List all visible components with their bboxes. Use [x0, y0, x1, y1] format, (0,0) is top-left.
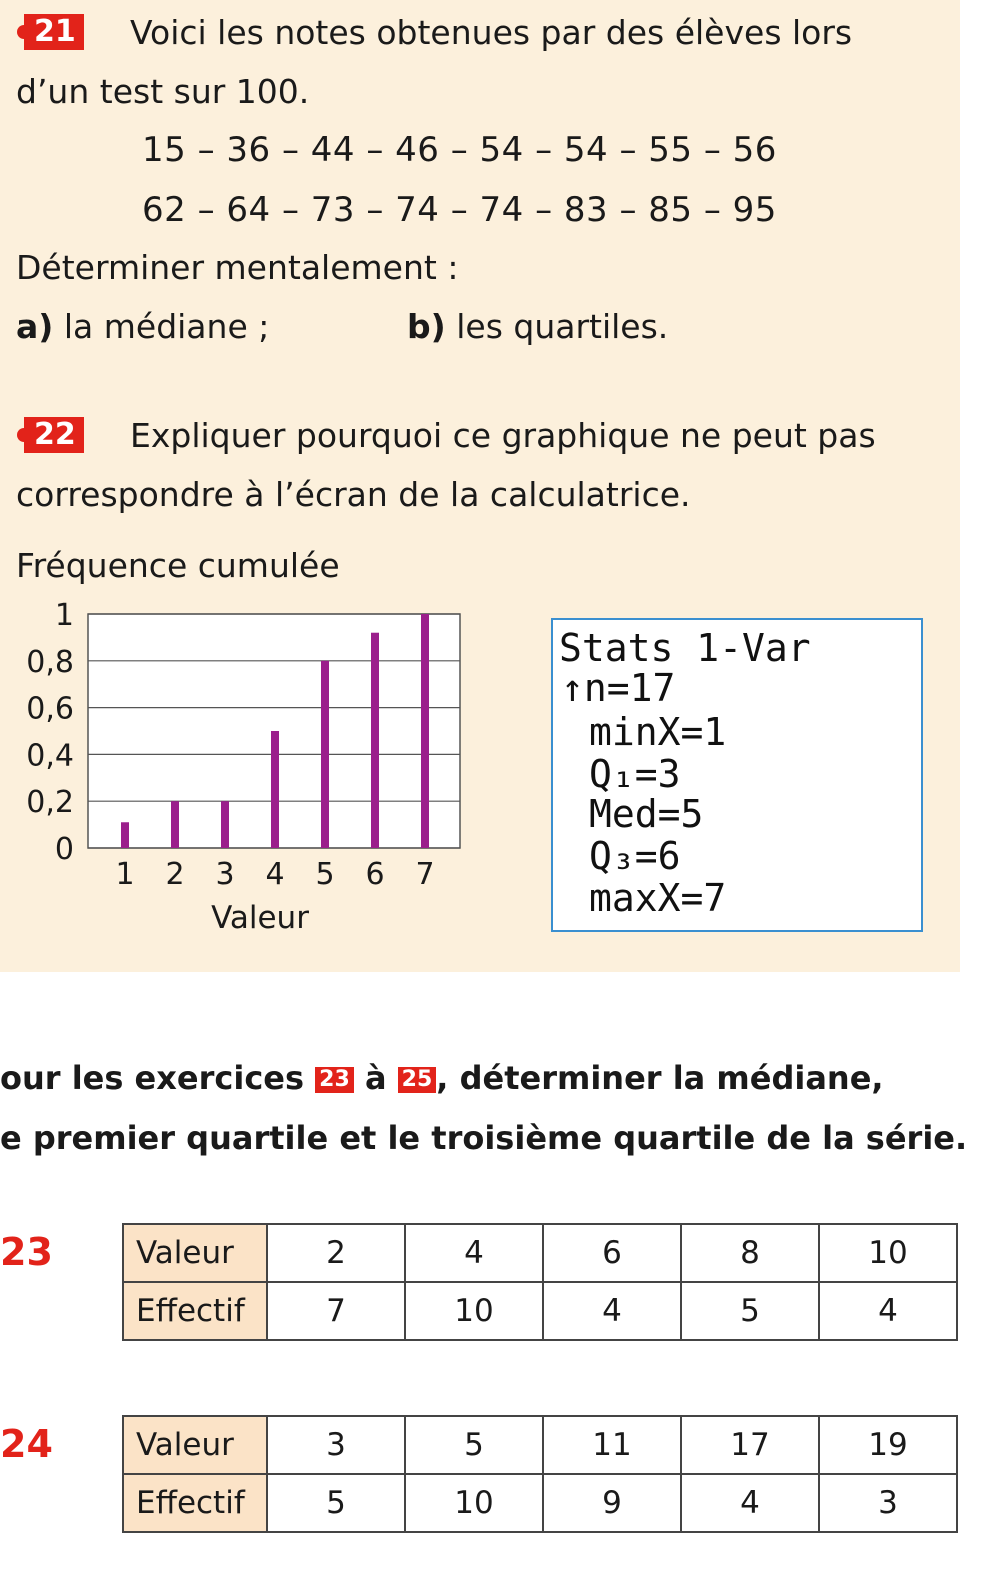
table-cell: 5 — [267, 1474, 405, 1532]
ex24-table — [122, 1415, 958, 1533]
calc-title: Stats 1-Var — [559, 626, 811, 670]
table-row — [123, 1416, 957, 1474]
table-cell: 10 — [405, 1474, 543, 1532]
table-cell: 5 — [405, 1416, 543, 1474]
table-cell: 9 — [543, 1474, 681, 1532]
x-tick-label: 7 — [415, 857, 435, 892]
item-b-text: les quartiles. — [456, 307, 669, 346]
y-tick-label: 0,4 — [26, 738, 74, 774]
table-cell: 17 — [681, 1416, 819, 1474]
table-cell: 4 — [819, 1282, 957, 1340]
x-tick-label: 3 — [215, 857, 235, 892]
item-a-text: la médiane ; — [63, 307, 270, 346]
ex22-line1: Expliquer pourquoi ce graphique ne peut pas — [130, 416, 876, 455]
ex21-intro-line2: d’un test sur 100. — [16, 72, 310, 111]
ex21-instruction: Déterminer mentalement : — [16, 248, 459, 287]
table-cell: 2 — [267, 1224, 405, 1282]
y-tick-label: 0,6 — [26, 691, 74, 727]
table-cell: 7 — [267, 1282, 405, 1340]
ex21-series-line1: 15 – 36 – 44 – 46 – 54 – 54 – 55 – 56 — [142, 130, 777, 170]
chart-title: Fréquence cumulée — [16, 546, 340, 585]
calc-line-minx: minX=1 — [589, 710, 727, 754]
table-cell: 5 — [681, 1282, 819, 1340]
table-cell: 3 — [819, 1474, 957, 1532]
table-cell: 4 — [543, 1282, 681, 1340]
exercise-23-number: 23 — [0, 1230, 53, 1274]
calculator-screen — [551, 618, 923, 932]
table-cell: 3 — [267, 1416, 405, 1474]
exercise-22-badge: 22 — [24, 417, 84, 453]
section-between: à — [364, 1059, 387, 1097]
item-a-label: a) — [16, 307, 54, 346]
table-cell: 4 — [405, 1224, 543, 1282]
x-tick-label: 6 — [365, 857, 385, 892]
ex21-intro-line1: Voici les notes obtenues par des élèves lors — [130, 13, 853, 52]
calc-line-maxx: maxX=7 — [589, 876, 727, 920]
bar — [371, 633, 379, 848]
x-tick-label: 5 — [315, 857, 335, 892]
table-row — [123, 1224, 957, 1282]
item-b-label: b) — [407, 307, 446, 346]
ex21-series-line2: 62 – 64 – 73 – 74 – 74 – 83 – 85 – 95 — [142, 190, 777, 230]
y-tick-label: 1 — [54, 598, 74, 633]
calc-line-q3: Q₃=6 — [589, 834, 681, 878]
x-tick-label: 2 — [165, 857, 185, 892]
bar — [271, 731, 279, 848]
ex22-line2: correspondre à l’écran de la calculatrice. — [16, 475, 691, 514]
bar — [321, 661, 329, 848]
ex23-table — [122, 1223, 958, 1341]
table-cell: 6 — [543, 1224, 681, 1282]
table-cell: 10 — [819, 1224, 957, 1282]
ex21-item-b — [407, 307, 668, 347]
section-instruction-line1 — [0, 1058, 884, 1098]
table-header-cell: Effectif — [123, 1474, 267, 1532]
calc-line-med: Med=5 — [589, 792, 704, 836]
table-header-cell: Valeur — [123, 1224, 267, 1282]
section-instruction-line2: e premier quartile et le troisième quartile de la série. — [0, 1119, 968, 1157]
calc-line-q1: Q₁=3 — [589, 752, 681, 796]
section-prefix: our les exercices — [0, 1059, 305, 1097]
table-cell: 4 — [681, 1474, 819, 1532]
y-tick-label: 0 — [54, 832, 74, 867]
table-cell: 10 — [405, 1282, 543, 1340]
bar — [221, 801, 229, 848]
table-cell: 8 — [681, 1224, 819, 1282]
y-tick-label: 0,8 — [26, 644, 74, 680]
cumulative-frequency-chart — [0, 590, 470, 950]
section-suffix: , déterminer la médiane, — [436, 1059, 884, 1097]
ref-23-badge: 23 — [315, 1067, 354, 1093]
x-tick-label: 4 — [265, 857, 285, 892]
y-tick-label: 0,2 — [26, 785, 74, 821]
ex21-item-a — [16, 307, 269, 347]
table-cell: 11 — [543, 1416, 681, 1474]
table-row — [123, 1282, 957, 1340]
exercise-21-badge: 21 — [24, 14, 84, 50]
exercise-24-number: 24 — [0, 1422, 53, 1466]
table-header-cell: Valeur — [123, 1416, 267, 1474]
calc-line-n: ↑n=17 — [561, 666, 676, 710]
bar — [121, 822, 129, 848]
ref-25-badge: 25 — [398, 1067, 437, 1093]
table-cell: 19 — [819, 1416, 957, 1474]
bar — [421, 614, 429, 848]
bar — [171, 801, 179, 848]
table-row — [123, 1474, 957, 1532]
x-axis-label: Valeur — [211, 900, 309, 936]
x-tick-label: 1 — [115, 857, 135, 892]
table-header-cell: Effectif — [123, 1282, 267, 1340]
